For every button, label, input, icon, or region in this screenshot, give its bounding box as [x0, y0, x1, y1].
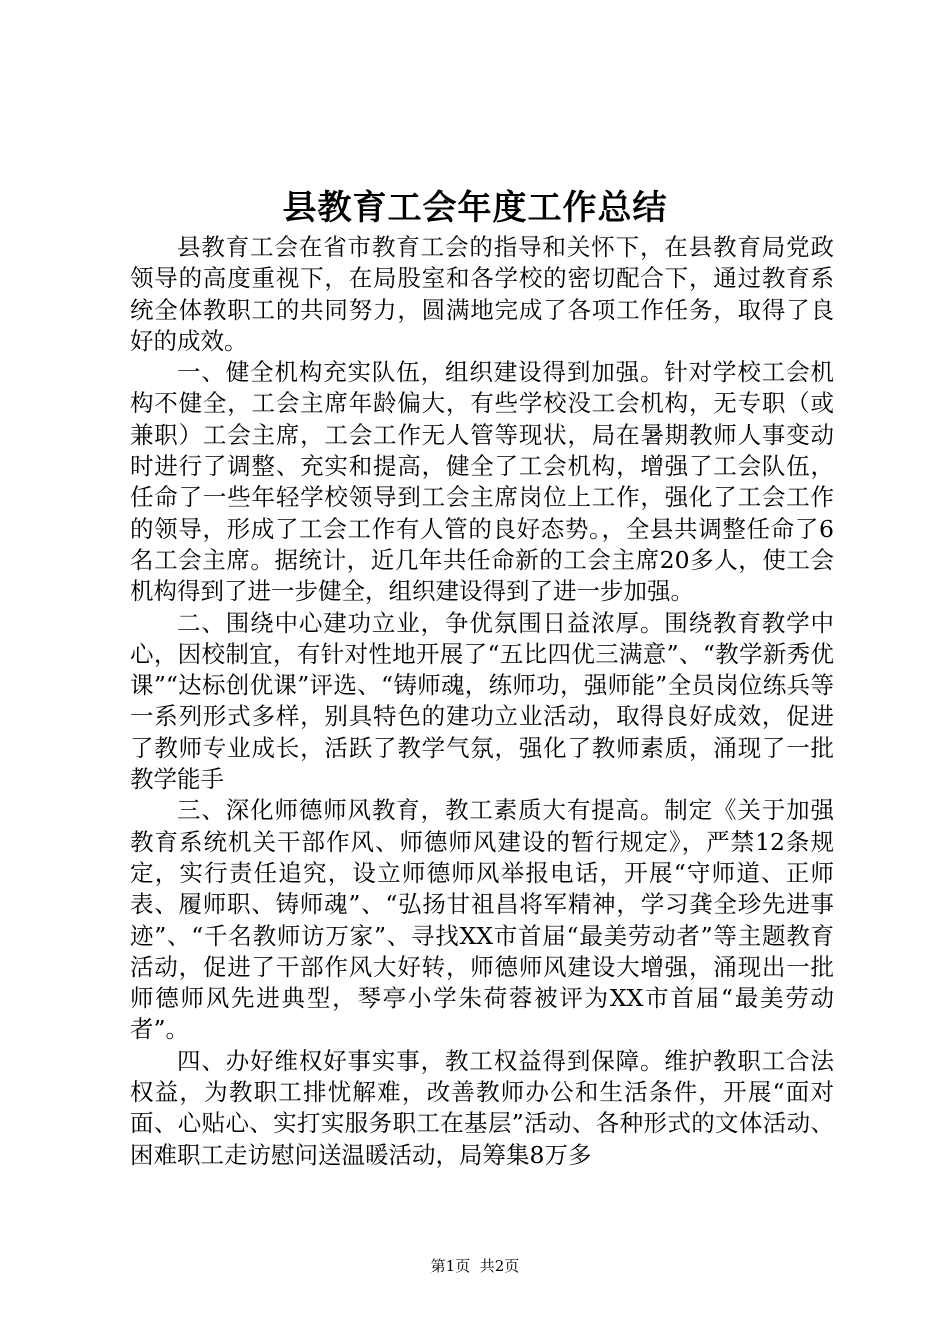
document-body [130, 232, 834, 1171]
page-number-current: 第1页 [430, 1257, 471, 1275]
paragraph-section-1: 一、健全机构充实队伍，组织建设得到加强。针对学校工会机构不健全，工会主席年龄偏大，有些学校没工会机构，无专职（或兼职）工会主席，工会工作无人管等现状，局在暑期教师人事变动时进行了调整、充实和提高，健全了工会机构，增强了工会队伍，任命了一些年轻学校领导到工会主席岗位上工作，强化了工会工作的领导，形成了工会工作有人管的良好态势。，全县共调整任命了6名工会主席。据统计，近几年共任命新的工会主席20多人，使工会机构得到了进一步健全，组织建设得到了进一步加强。 [130, 358, 834, 606]
paragraph-section-3: 三、深化师德师风教育，教工素质大有提高。制定《关于加强教育系统机关干部作风、师德师风建设的暂行规定》，严禁12条规定，实行责任追究，设立师德师风举报电话，开展“守师道、正师表、履师职、铸师魂”、“弘扬甘祖昌将军精神，学习龚全珍先进事迹”、“千名教师访万家”、寻找XX市首届“最美劳动者”等主题教育活动，促进了干部作风大好转，师德师风建设大增强，涌现出一批师德师风先进典型，琴亭小学朱荷蓉被评为XX市首届“最美劳动者”。 [130, 796, 834, 1044]
document-title: 县教育工会年度工作总结 [282, 188, 668, 228]
paragraph-section-4: 四、办好维权好事实事，教工权益得到保障。维护教职工合法权益，为教职工排忧解难，改善教师办公和生活条件，开展“面对面、心贴心、实打实服务职工在基层”活动、各种形式的文体活动、困难职工走访慰问送温暖活动，局筹集8万多 [130, 1046, 834, 1169]
page-number-total: 共2页 [479, 1257, 520, 1275]
page-footer [0, 1256, 950, 1276]
paragraph-intro: 县教育工会在省市教育工会的指导和关怀下，在县教育局党政领导的高度重视下，在局股室和各学校的密切配合下，通过教育系统全体教职工的共同努力，圆满地完成了各项工作任务，取得了良好的成效。 [130, 233, 834, 355]
paragraph-section-2: 二、围绕中心建功立业，争优氛围日益浓厚。围绕教育教学中心，因校制宜，有针对性地开展了“五比四优三满意”、“教学新秀优课”“达标创优课”评选、“铸师魂，练师功，强师能”全员岗位练兵等一系列形式多样，别具特色的建功立业活动，取得良好成效，促进了教师专业成长，活跃了教学气氛，强化了教师素质，涌现了一批教学能手 [130, 608, 834, 794]
